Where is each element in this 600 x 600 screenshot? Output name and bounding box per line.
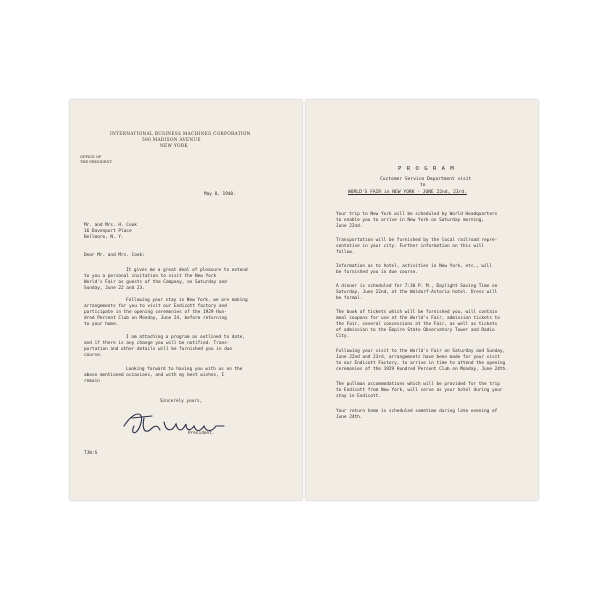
office-line-1: OFFICE OF — [80, 155, 102, 159]
program-to: to — [420, 183, 426, 188]
para2-line-5: to your home. — [84, 322, 119, 327]
program-p6-line-3: to our Endicott Factory, to arrive in time to attend the opening — [336, 361, 506, 366]
closing: Sincerely yours, — [160, 399, 203, 404]
program-p5-line-3: the Fair, several concessions at the Fair, as well as tickets — [336, 322, 498, 327]
address-line-3: Bellmore, N. Y. — [84, 235, 124, 240]
office-line-2: THE PRESIDENT — [80, 160, 112, 164]
program-p7-line-3: stay in Endicott. — [336, 394, 381, 399]
program-p6-line-4: ceremonies of the 1929 Hundred Percent Club on Monday, June 24th. — [336, 367, 508, 372]
para4-line-1: Looking forward to having you with us on the — [126, 367, 243, 372]
address-line-2: 16 Davenport Place — [84, 229, 132, 234]
program-p4-line-1: A dinner is scheduled for 7:30 P. M., Daylight Saving Time on — [336, 284, 498, 289]
program-p1-line-2: to enable you to arrive in New York on Saturday morning, — [336, 218, 485, 223]
signature — [120, 404, 230, 444]
program-p1-line-1: Your trip to New York will be scheduled by World Headquarters — [336, 212, 498, 217]
para1-line-1: It gives me a great deal of pleasure to extend — [126, 268, 248, 273]
para2-line-2: arrangements for you to visit our Endicott factory and — [84, 304, 227, 309]
program-p7-line-2: to Endicott from New York, will serve as your hotel during your — [336, 388, 503, 393]
para4-line-3: remain — [84, 379, 100, 384]
program-p5-line-4: of admission to the Empire State Observatory Tower and Radio — [336, 328, 495, 333]
program-p5-line-5: City. — [336, 334, 350, 339]
letterhead-line-1: INTERNATIONAL BUSINESS MACHINES CORPORATION — [110, 132, 251, 137]
para3-line-2: and if there is any change you will be notified. Trans- — [84, 341, 230, 346]
program-p5-line-1: The book of tickets which will be furnished you, will contain — [336, 310, 498, 315]
address-line-1: Mr. and Mrs. H. Cook — [84, 223, 137, 228]
para1-line-2: to you a personal invitation to visit the New York — [84, 274, 217, 279]
para2-line-1: Following your stay in New York, we are making — [126, 298, 248, 303]
para2-line-3: participate in the opening ceremonies of the 1929 Hun- — [84, 310, 227, 315]
signer-title: President. — [188, 431, 215, 436]
letterhead-line-3: NEW YORK — [160, 144, 188, 149]
program-subtitle: Customer Service Department visit — [380, 177, 472, 182]
program-p4-line-3: be formal. — [336, 296, 363, 301]
program-p2-line-3: follow. — [336, 250, 355, 255]
program-p4-line-2: Saturday, June 22nd, at the Waldorf-Astoria hotel. Dress will — [336, 290, 498, 295]
program-p6-line-2: June 22nd and 23rd, arrangements have been made for your visit — [336, 355, 500, 360]
para2-line-4: dred Percent Club on Monday, June 24, before returning — [84, 316, 227, 321]
program-p5-line-2: meal coupons for use at the World's Fair, admission tickets to — [336, 316, 500, 321]
program-heading: P R O G R A M — [398, 166, 455, 172]
program-p3-line-2: be furnished you in due course. — [336, 270, 418, 275]
program-p2-line-1: Transportation will be furnished by the local railroad repre- — [336, 238, 498, 243]
program-p1-line-3: June 22nd. — [336, 224, 363, 229]
para1-line-3: World's Fair as guests of the Company, on Saturday and — [84, 280, 227, 285]
para1-line-4: Sunday, June 22 and 23. — [84, 286, 145, 291]
program-p3-line-1: Information as to hotel, activities in New York, etc., will — [336, 264, 492, 269]
letter-date: May 8, 1940. — [204, 192, 236, 197]
program-p8-line-1: Your return home is scheduled sometime during late evening of — [336, 409, 498, 414]
para4-line-2: above mentioned occasions, and with my best wishes, I — [84, 373, 225, 378]
salutation: Dear Mr. and Mrs. Cook: — [84, 253, 145, 258]
program-p2-line-2: sentative in your city. Further information on this will — [336, 244, 485, 249]
reference-initials: TJW:S — [84, 451, 98, 456]
para3-line-1: I am attaching a program as outlined to date, — [126, 335, 245, 340]
program-p7-line-1: The pullman accommodations which will be provided for the trip — [336, 382, 500, 387]
para3-line-3: portation and other details will be furnished you in due — [84, 347, 233, 352]
program-event: WORLD'S FAIR in NEW YORK - JUNE 22nd, 23rd. — [348, 190, 467, 195]
letterhead-line-2: 590 MADISON AVENUE — [142, 138, 201, 143]
program-p6-line-1: Following your visit to the World's Fair on Saturday and Sunday, — [336, 349, 506, 354]
para3-line-4: course. — [84, 353, 103, 358]
program-p8-line-2: June 24th. — [336, 415, 363, 420]
